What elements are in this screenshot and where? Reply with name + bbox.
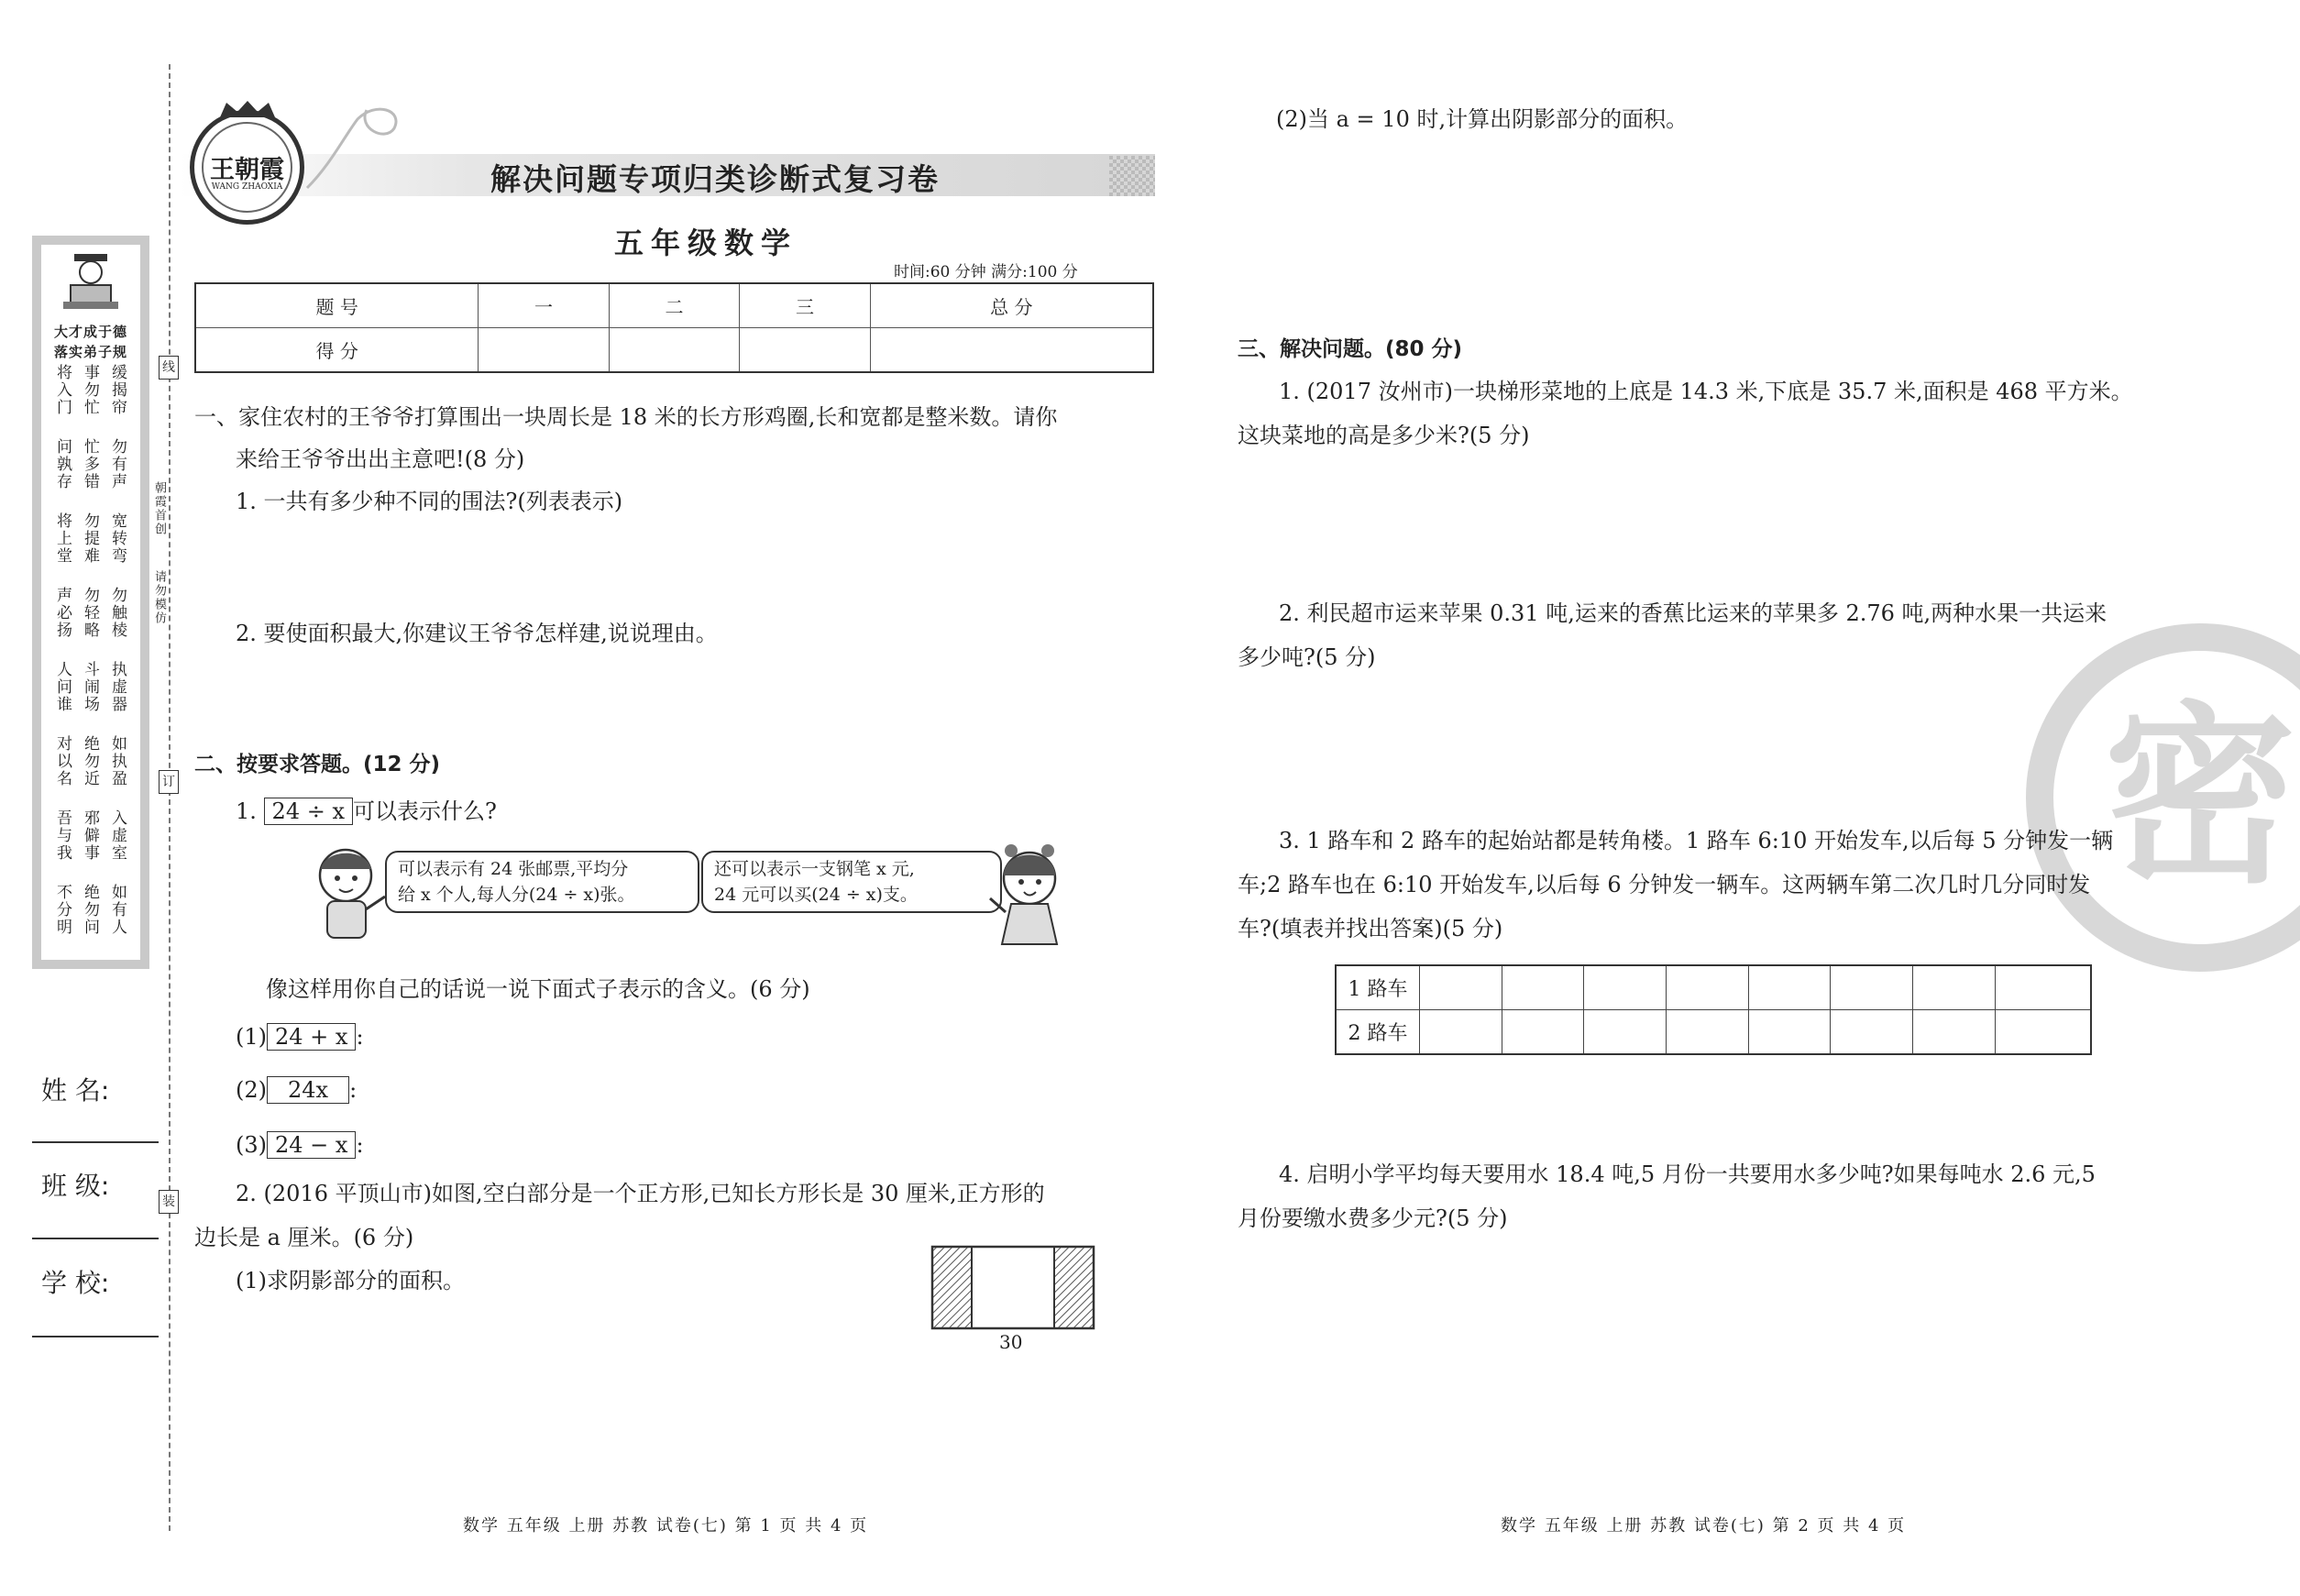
name-field[interactable] xyxy=(32,1141,159,1143)
score-header-cell: 一 xyxy=(479,283,609,328)
bus-cell[interactable] xyxy=(1420,1010,1502,1055)
expression-3 xyxy=(236,1129,364,1161)
s3-question-2-cont: 多少吨?(5 分) xyxy=(1238,644,1376,670)
school-field[interactable] xyxy=(32,1336,159,1337)
bus-cell[interactable] xyxy=(1748,1010,1831,1055)
score-header-cell: 三 xyxy=(740,283,870,328)
s2-q1-expression: 24 ÷ x xyxy=(264,798,353,825)
score-cell[interactable] xyxy=(609,328,739,373)
rule-column: 如有人 xyxy=(108,884,127,936)
s2-title: 二、按要求答题。(12 分) xyxy=(194,753,441,776)
confidential-stamp xyxy=(2026,623,2300,972)
bus-cell[interactable] xyxy=(1831,965,1913,1010)
brand-logo xyxy=(190,110,304,225)
rule-column: 事勿忙 xyxy=(81,364,99,416)
score-header-cell: 题 号 xyxy=(195,283,479,328)
expr-3-box: 24 − x xyxy=(267,1131,356,1159)
s3-title: 三、解决问题。(80 分) xyxy=(1238,337,1463,361)
rule-column: 声必扬 xyxy=(53,587,72,639)
s2-q2-sub-1: (1)求阴影部分的面积。 xyxy=(236,1268,465,1293)
bus-cell[interactable] xyxy=(1420,965,1502,1010)
rule-column: 将入门 xyxy=(53,364,72,416)
binding-box-bind: 装 xyxy=(159,1190,179,1214)
s3-question-1-cont: 这块菜地的高是多少米?(5 分) xyxy=(1238,423,1530,448)
score-cell[interactable] xyxy=(479,328,609,373)
rule-column: 不分明 xyxy=(53,884,72,936)
exam-subtitle: 五年级数学 xyxy=(614,226,798,260)
speech-bubble-girl xyxy=(701,851,1002,913)
bus-cell[interactable] xyxy=(1667,1010,1749,1055)
school-label: 学 校: xyxy=(41,1268,110,1298)
right-page-footer: 数学 五年级 上册 苏教 试卷(七) 第 2 页 共 4 页 xyxy=(1501,1516,1907,1535)
logo-text: 王朝霞 xyxy=(210,156,284,184)
s2-question-2: 2. (2016 平顶山市)如图,空白部分是一个正方形,已知长方形长是 30 厘米,正方形的 xyxy=(236,1181,1045,1206)
s3-question-3-cont-2: 车?(填表并找出答案)(5 分) xyxy=(1238,916,1503,941)
expr-2-colon: : xyxy=(349,1077,358,1103)
rule-column: 执虚器 xyxy=(108,661,127,713)
rule-column: 绝勿近 xyxy=(81,735,99,787)
logo-subtext: WANG ZHAOXIA xyxy=(211,182,283,192)
bus-cell[interactable] xyxy=(1995,1010,2091,1055)
score-header-cell: 总 分 xyxy=(870,283,1153,328)
banner-pattern-icon xyxy=(1109,156,1155,196)
rule-column: 勿有声 xyxy=(108,438,127,490)
exam-meta: 时间:60 分钟 满分:100 分 xyxy=(894,263,1078,281)
bubble-girl-line-1: 还可以表示一支钢笔 x 元, xyxy=(714,859,915,879)
binding-box-order: 订 xyxy=(159,770,179,794)
expr-3-colon: : xyxy=(356,1132,364,1158)
bus-cell[interactable] xyxy=(1913,1010,1996,1055)
expr-2-box: 24x xyxy=(267,1076,349,1104)
s2-q1-suffix: 可以表示什么? xyxy=(353,798,497,824)
binding-box-line: 线 xyxy=(159,356,179,380)
rule-column: 吾与我 xyxy=(53,809,72,862)
bus-row-label: 1 路车 xyxy=(1336,965,1420,1010)
rule-column: 入虚室 xyxy=(108,809,127,862)
class-label: 班 级: xyxy=(41,1171,110,1201)
s2-q2-sub-2: (2)当 a = 10 时,计算出阴影部分的面积。 xyxy=(1276,106,1689,132)
rule-column: 将上堂 xyxy=(53,512,72,565)
bus-cell[interactable] xyxy=(1748,965,1831,1010)
s2-q1-prefix: 1. xyxy=(236,798,257,824)
rule-column: 人问谁 xyxy=(53,661,72,713)
expression-1 xyxy=(236,1021,364,1052)
expression-2 xyxy=(236,1074,357,1106)
expr-3-label: (3) xyxy=(236,1132,267,1158)
bus-row-label: 2 路车 xyxy=(1336,1010,1420,1055)
bus-cell[interactable] xyxy=(1502,965,1584,1010)
rule-column: 如执盈 xyxy=(108,735,127,787)
s1-title: 一、家住农村的王爷爷打算围出一块周长是 18 米的长方形鸡圈,长和宽都是整米数。请你 xyxy=(194,404,1058,430)
score-table xyxy=(194,282,1154,373)
bubble-girl-line-2: 24 元可以买(24 ÷ x)支。 xyxy=(714,885,918,905)
girl-illustration-icon xyxy=(985,843,1073,958)
s3-question-3-cont: 车;2 路车也在 6:10 开始发车,以后每 6 分钟发一辆车。这两辆车第二次几时几分同时发 xyxy=(1238,872,2091,897)
expr-1-label: (1) xyxy=(236,1024,267,1050)
boy-illustration-icon xyxy=(307,843,390,953)
motto-line-2: 落实弟子规 xyxy=(53,344,127,360)
rule-column: 绝勿问 xyxy=(81,884,99,936)
stamp-char: 密 xyxy=(2103,685,2296,909)
s3-question-3: 3. 1 路车和 2 路车的起始站都是转角楼。1 路车 6:10 开始发车,以后每 5 分钟发一辆 xyxy=(1279,828,2114,853)
s2-question-2-cont: 边长是 a 厘米。(6 分) xyxy=(194,1225,414,1250)
figure-length-label: 30 xyxy=(999,1331,1023,1353)
crown-icon xyxy=(215,99,280,119)
s3-question-1: 1. (2017 汝州市)一块梯形菜地的上底是 14.3 米,下底是 35.7 米,面积是 468 平方米。 xyxy=(1279,379,2133,404)
rule-column: 宽转弯 xyxy=(108,512,127,565)
score-header-cell: 二 xyxy=(609,283,739,328)
name-label: 姓 名: xyxy=(41,1075,110,1106)
rule-column: 勿提难 xyxy=(81,512,99,565)
s2-question-1 xyxy=(236,796,497,827)
score-row-label: 得 分 xyxy=(195,328,479,373)
bus-cell[interactable] xyxy=(1584,965,1667,1010)
expr-1-colon: : xyxy=(356,1024,364,1050)
rule-column: 对以名 xyxy=(53,735,72,787)
rule-column: 问孰存 xyxy=(53,438,72,490)
rule-column: 忙多错 xyxy=(81,438,99,490)
bus-cell[interactable] xyxy=(1667,965,1749,1010)
s3-question-4-cont: 月份要缴水费多少元?(5 分) xyxy=(1238,1205,1508,1231)
score-cell[interactable] xyxy=(740,328,870,373)
speech-bubble-boy xyxy=(385,851,699,913)
exam-title: 解决问题专项归类诊断式复习卷 xyxy=(490,161,940,197)
rule-column: 斗闹场 xyxy=(81,661,99,713)
copyright-note-2: 请勿模仿 xyxy=(152,570,166,625)
ribbon-icon xyxy=(303,101,413,202)
rule-column: 缓揭帘 xyxy=(108,364,127,416)
rule-column: 勿轻略 xyxy=(81,587,99,639)
s2-instruction: 像这样用你自己的话说一说下面式子表示的含义。(6 分) xyxy=(266,976,810,1002)
bubble-boy-line-1: 可以表示有 24 张邮票,平均分 xyxy=(398,859,629,879)
s1-question-1: 1. 一共有多少种不同的围法?(列表表示) xyxy=(236,489,623,514)
binding-line xyxy=(169,64,171,1531)
s3-question-4: 4. 启明小学平均每天要用水 18.4 吨,5 月份一共要用水多少吨?如果每吨水 2.6 元,5 xyxy=(1279,1161,2096,1187)
bus-cell[interactable] xyxy=(1913,965,1996,1010)
expr-2-label: (2) xyxy=(236,1077,267,1103)
s1-question-2: 2. 要使面积最大,你建议王爷爷怎样建,说说理由。 xyxy=(236,621,718,646)
bus-cell[interactable] xyxy=(1502,1010,1584,1055)
rule-column: 勿触棱 xyxy=(108,587,127,639)
s1-title-cont: 来给王爷爷出出主意吧!(8 分) xyxy=(236,446,525,472)
bus-schedule-table xyxy=(1335,964,2092,1055)
bubble-boy-line-2: 给 x 个人,每人分(24 ÷ x)张。 xyxy=(398,885,635,905)
s3-question-2: 2. 利民超市运来苹果 0.31 吨,运来的香蕉比运来的苹果多 2.76 吨,两种水果一共运来 xyxy=(1279,600,2107,626)
left-page-footer: 数学 五年级 上册 苏教 试卷(七) 第 1 页 共 4 页 xyxy=(463,1516,869,1535)
scholar-illustration-icon xyxy=(61,250,120,314)
rule-column: 邪僻事 xyxy=(81,809,99,862)
expr-1-box: 24 + x xyxy=(267,1023,356,1051)
score-cell[interactable] xyxy=(870,328,1153,373)
bus-cell[interactable] xyxy=(1995,965,2091,1010)
bus-cell[interactable] xyxy=(1831,1010,1913,1055)
copyright-note-1: 朝霞首创 xyxy=(152,481,166,536)
rectangle-figure xyxy=(930,1245,1095,1332)
motto-line-1: 大才成于德 xyxy=(53,324,127,340)
class-field[interactable] xyxy=(32,1238,159,1239)
bus-cell[interactable] xyxy=(1584,1010,1667,1055)
